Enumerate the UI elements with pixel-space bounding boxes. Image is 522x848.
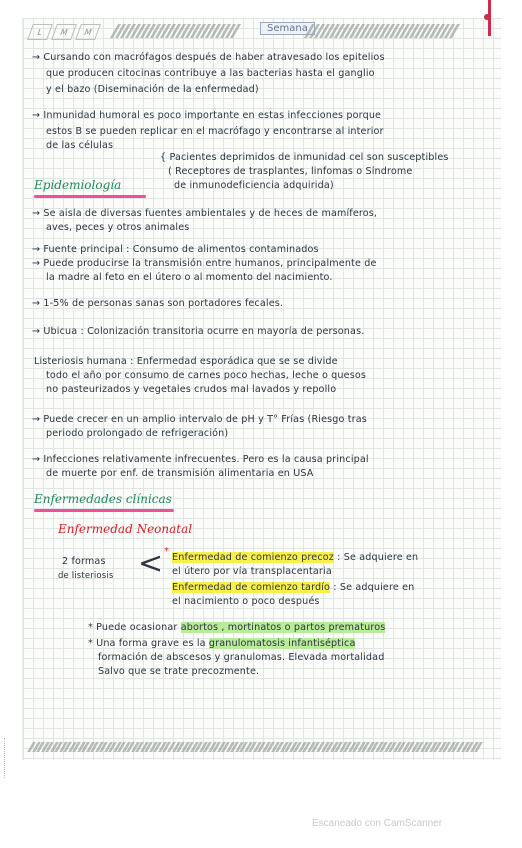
day-box-1: L bbox=[27, 24, 53, 40]
late-onset-rest: : Se adquiere en bbox=[333, 582, 415, 593]
text-line: Listeriosis humana : Enfermedad esporádica que se se divide bbox=[34, 356, 338, 367]
star-mark: * bbox=[164, 546, 169, 557]
text-line: → Puede producirse la transmisión entre humanos, principalmente de bbox=[32, 258, 377, 269]
header-hatching-left bbox=[114, 24, 237, 38]
footer-hatching bbox=[30, 742, 480, 752]
text-line: → Fuente principal : Consumo de alimentos contaminados bbox=[32, 244, 319, 255]
note-prefix: * Puede ocasionar bbox=[88, 622, 181, 633]
granulomatosis-highlight: granulomatosis infantiséptica bbox=[208, 638, 356, 649]
week-label: Semana bbox=[260, 22, 315, 35]
early-onset-rest: : Se adquiere en bbox=[337, 552, 419, 563]
text-line: el nacimiento o poco después bbox=[172, 596, 320, 607]
text-line bbox=[88, 638, 355, 650]
text-line: de inmunodeficiencia adquirida) bbox=[174, 180, 334, 191]
section-heading-clinical: Enfermedades clínicas bbox=[34, 492, 172, 506]
text-line: → Se aisla de diversas fuentes ambientales y de heces de mamíferos, bbox=[32, 208, 378, 219]
section-heading-epidemiology: Epidemiología bbox=[34, 178, 122, 192]
day-box-2: M bbox=[51, 24, 77, 40]
heading-underline bbox=[34, 195, 146, 198]
day-box-3: M bbox=[75, 24, 101, 40]
text-line: → Cursando con macrófagos después de haber atravesado los epitelios bbox=[32, 52, 385, 63]
red-tab-dot bbox=[484, 14, 490, 20]
text-line: → Inmunidad humoral es poco importante en estas infecciones porque bbox=[32, 110, 382, 121]
text-line bbox=[88, 622, 385, 634]
text-line: → Infecciones relativamente infrecuentes. Pero es la causa principal bbox=[32, 454, 369, 465]
text-line bbox=[172, 582, 414, 594]
text-line: que producen citocinas contribuye a las bacterias hasta el ganglio bbox=[46, 68, 375, 79]
forms-label: 2 formas bbox=[62, 556, 106, 567]
scanner-watermark: Escaneado con CamScanner bbox=[312, 818, 443, 829]
text-line: → Puede crecer en un amplio intervalo de pH y T° Frías (Riesgo tras bbox=[32, 414, 367, 425]
header-band bbox=[30, 24, 480, 38]
text-line: Salvo que se trate precozmente. bbox=[98, 666, 260, 677]
text-line: no pasteurizados y vegetales crudos mal lavados y repollo bbox=[46, 384, 337, 395]
abortion-highlight: abortos , mortinatos o partos prematuros bbox=[180, 622, 386, 633]
note-prefix: * Una forma grave es la bbox=[88, 638, 209, 649]
text-line: de muerte por enf. de transmisión alimentaria en USA bbox=[46, 468, 314, 479]
text-line: formación de abscesos y granulomas. Elevada mortalidad bbox=[98, 652, 385, 663]
text-line: { Pacientes deprimidos de inmunidad cel son susceptibles bbox=[160, 152, 449, 163]
late-onset-highlight: Enfermedad de comienzo tardío bbox=[172, 582, 331, 593]
text-line: → 1-5% de personas sanas son portadores fecales. bbox=[32, 298, 284, 309]
subheading-neonatal: Enfermedad Neonatal bbox=[58, 522, 193, 536]
text-line: → Ubicua : Colonización transitoria ocurre en mayoría de personas. bbox=[32, 326, 365, 337]
text-line: de las células bbox=[46, 140, 114, 151]
text-line: y el bazo (Diseminación de la enfermedad) bbox=[46, 84, 259, 95]
early-onset-highlight: Enfermedad de comienzo precoz bbox=[172, 552, 334, 563]
heading-underline bbox=[34, 509, 174, 512]
text-line: periodo prolongado de refrigeración) bbox=[46, 428, 229, 439]
margin-dots bbox=[4, 738, 7, 778]
text-line: aves, peces y otros animales bbox=[46, 222, 190, 233]
text-line: la madre al feto en el útero o al momento del nacimiento. bbox=[46, 272, 333, 283]
header-hatching-right bbox=[308, 24, 456, 38]
text-line bbox=[172, 552, 418, 564]
text-line: el útero por vía transplacentaria bbox=[172, 566, 332, 577]
text-line: ( Receptores de trasplantes, linfomas o Síndrome bbox=[168, 166, 413, 177]
brace-icon: < bbox=[138, 546, 164, 581]
text-line: estos B se pueden replicar en el macrófago y encontrarse al interior bbox=[46, 126, 384, 137]
listeriosis-label: de listeriosis bbox=[58, 571, 114, 581]
text-line: todo el año por consumo de carnes poco hechas, leche o quesos bbox=[46, 370, 367, 381]
